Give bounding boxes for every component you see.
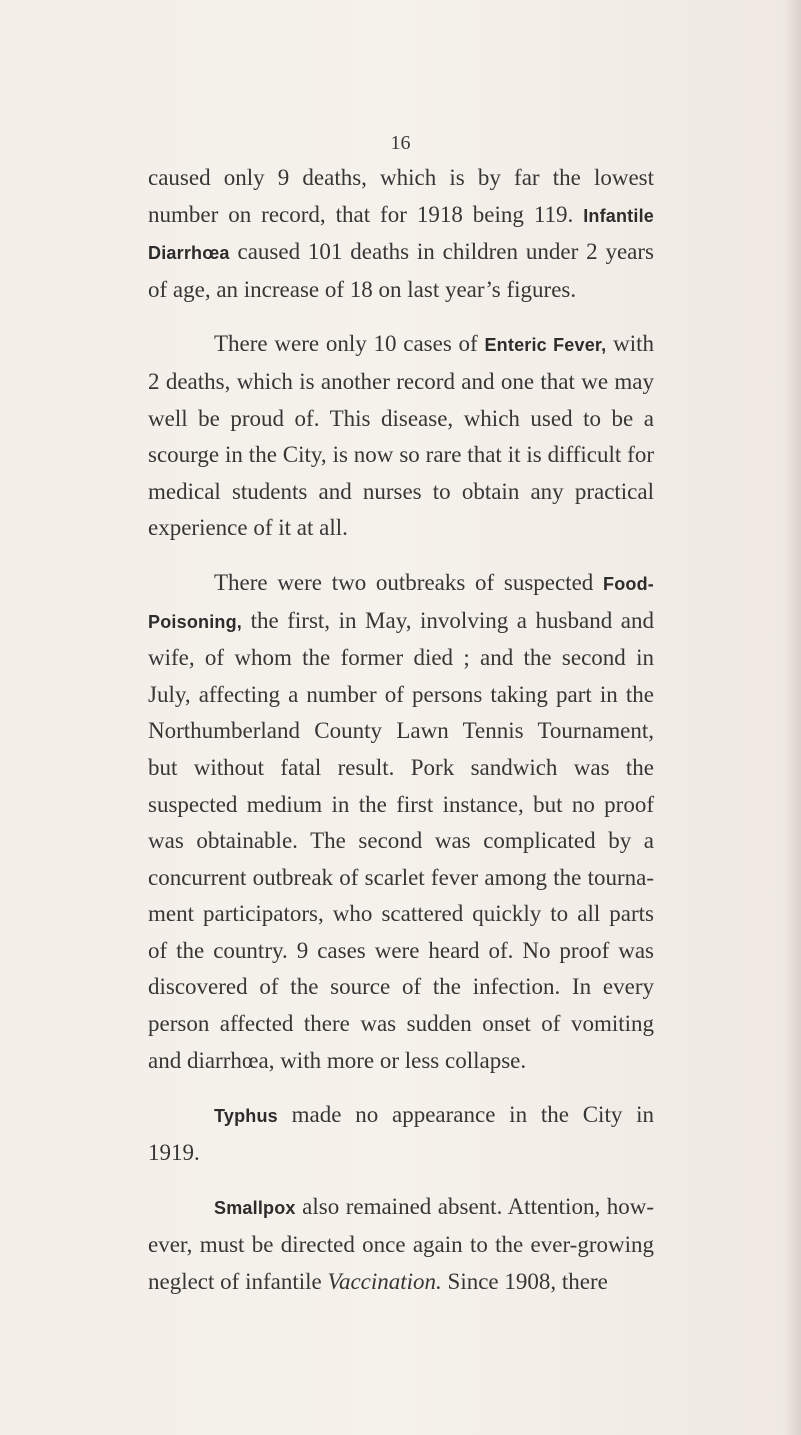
italic-vaccination: Vaccination. [327,1268,442,1294]
keyword-typhus: Typhus [214,1106,278,1127]
paragraph-2 [148,326,654,547]
keyword-food-poisoning: Food-Poisoning, [148,573,654,632]
text-segment: with 2 deaths, which is another record and one that we may well be proud of. This disease, which used to be a scourge in the City, is now so rare that it is difficult for medical students and nurses to obtain any practical experience of it at all. [148,331,655,541]
paragraph-1 [148,160,654,308]
keyword-enteric-fever: Enteric Fever, [484,335,607,356]
paragraph-5 [148,1189,654,1300]
keyword-smallpox: Smallpox [214,1198,296,1219]
text-segment: caused 101 deaths in children under 2 years of age, an increase of 18 on last year’s figures. [148,239,654,302]
paragraph-3 [148,565,654,1079]
text-segment: the first, in May, involving a husband and wife, of whom the former died ; and the second in July, affecting a number of persons taking part in the Northumberland County Lawn Tennis Tournament, but without fatal result. Pork sandwich was the suspected medium in the first instance, but no proof was obtainable. The second was complicated by a concurrent outbreak of scarlet fever among the tourna-ment participators, who scattered quickly to all parts of the country. 9 cases were heard of. No proof was discovered of the source of the infection. In every person affected there was sudden onset of vomiting and diarrhœa, with more or less collapse. [148,607,654,1073]
page-number: 16 [390,132,411,154]
text-segment: Since 1908, there [441,1268,608,1294]
text-segment: There were only 10 cases of [214,331,485,357]
page-edge-shadow [783,0,801,1435]
keyword-infantile-diarrhoea: Infantile Diarrhœa [148,205,654,264]
body-text [148,160,654,1300]
paragraph-4 [148,1097,654,1171]
text-segment: made no appearance in the City in 1919. [148,1102,654,1165]
text-segment: also remained absent. Attention, how-ever, must be directed once again to the ever-growing neglect of infantile [148,1194,654,1294]
text-segment: caused only 9 deaths, which is by far the lowest number on record, that for 1918 being 119. [148,165,654,227]
text-segment: There were two outbreaks of suspected [214,569,604,595]
